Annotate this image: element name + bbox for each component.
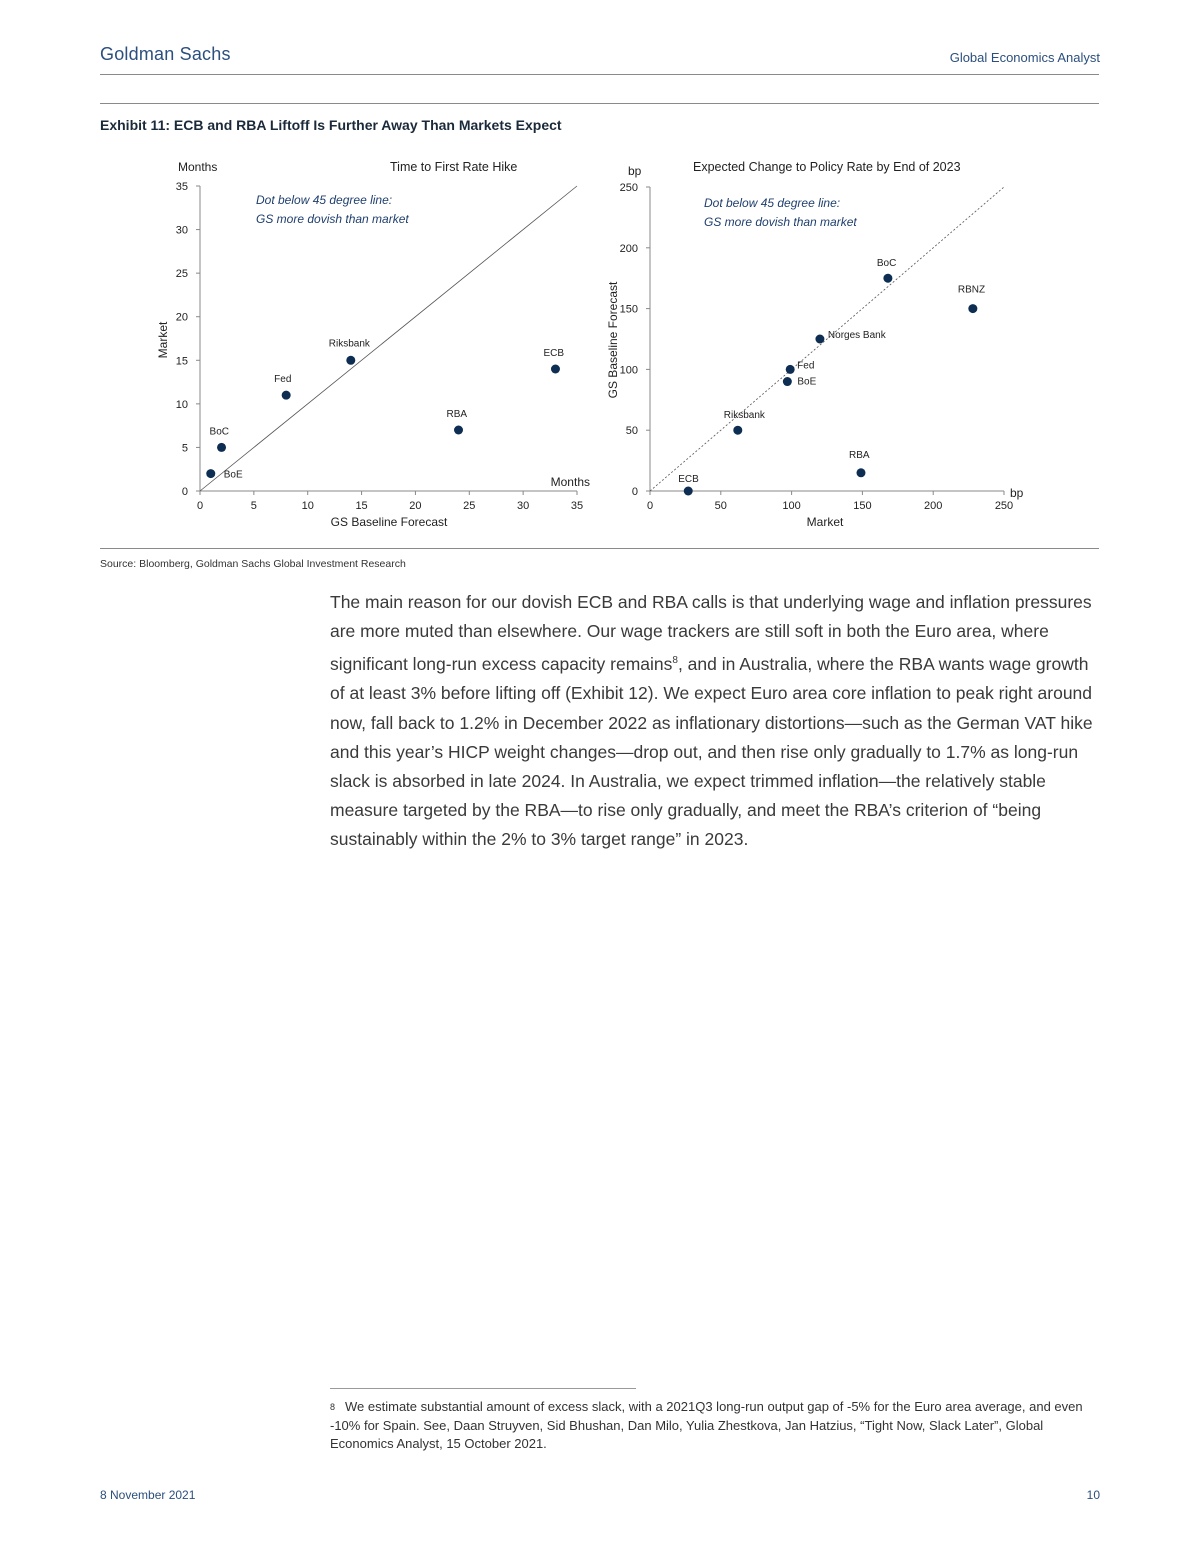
data-point-rba [454,426,463,435]
x-tick-label: 15 [355,500,368,512]
brand-name: Goldman Sachs [100,44,231,64]
data-point-riksbank [346,356,355,365]
x-tick-label: 100 [782,500,801,512]
chart-time-to-first-hike [150,152,600,537]
y-tick-label: 20 [175,311,188,324]
footer-date: 8 November 2021 [100,1488,196,1502]
reference-45-degree-line [200,186,577,491]
footnote [330,1398,1090,1454]
header-rule [100,74,1099,75]
body-text-part-1: The main reason for our dovish ECB and RBA calls is that underlying wage and inflation pressures are more muted than elsewhere. Our wage trackers are still soft in both the Euro area, where significant long-run excess capacity remains [330,592,1092,675]
x-tick-label: 30 [517,500,530,512]
x-axis-label: GS Baseline Forecast [330,515,448,529]
chart-title: Expected Change to Policy Rate by End of 2023 [693,160,961,174]
x-tick-label: 250 [994,500,1014,512]
data-label: RBA [446,409,468,420]
data-label: ECB [543,348,565,359]
data-label: Fed [797,360,815,372]
data-label: Riksbank [328,338,370,350]
x-tick-label: 200 [924,500,943,512]
data-point-boe [783,377,792,386]
y-tick-label: 100 [619,364,638,377]
publication-name: Global Economics Analyst [949,50,1100,65]
source-note: Source: Bloomberg, Goldman Sachs Global Investment Research [100,558,406,570]
body-paragraph [330,588,1100,855]
y-unit-label: Months [178,160,218,174]
y-tick-label: 25 [175,268,188,281]
x-tick-label: 0 [196,500,204,512]
data-label: RBA [848,449,870,461]
data-label: BoE [223,469,243,481]
exhibit-top-rule [100,103,1099,104]
body-text-part-2: , and in Australia, where the RBA wants wage growth of at least 3% before lifting off (Exhibit 12). We expect Euro area core inflation to peak right around now, fall back to 1.2% in December 2022 as inflationary distortions—such as the German VAT hike and this year’s HICP weight changes—drop out, and then rise only gradually to 1.7% as long-run slack is absorbed in late 2024. In Australia, we expect trimmed inflation—the relatively stable measure targeted by the RBA—to rise only gradually, and meet the RBA’s criterion of “being sustainably within the 2% to 3% target range” in 2023. [330,654,1093,850]
y-axis-label: Market [156,321,170,359]
data-point-norges-bank [815,335,824,344]
data-point-ecb [684,487,693,496]
y-tick-label: 0 [181,486,188,498]
x-tick-label: 50 [714,500,727,512]
x-tick-label: 35 [570,500,584,512]
footnote-rule [330,1388,636,1389]
x-unit-label: bp [1010,486,1024,500]
data-label: ECB [678,474,699,485]
data-point-boc [217,443,226,452]
data-label: BoC [876,258,897,270]
y-tick-label: 30 [175,224,188,237]
data-label: Norges Bank [827,330,886,341]
y-tick-label: 250 [619,182,638,194]
footnote-reference[interactable]: 8 [672,655,678,667]
data-label: BoE [797,376,817,388]
annotation-line-1: Dot below 45 degree line: [256,193,393,207]
exhibit-bottom-rule [100,548,1099,549]
x-tick-label: 5 [250,500,257,512]
data-label: Riksbank [723,410,765,422]
x-tick-label: 20 [409,500,422,512]
data-point-boc [883,274,892,283]
x-tick-label: 25 [463,500,476,512]
x-unit-label: Months [550,475,590,489]
y-tick-label: 10 [175,398,188,411]
page-number: 10 [1086,1488,1100,1502]
data-point-rbnz [968,304,977,313]
footnote-number: 8 [330,1402,336,1412]
data-label: Fed [274,374,292,386]
annotation-line-2: GS more dovish than market [704,215,857,229]
y-unit-label: bp [628,164,642,178]
annotation-line-1: Dot below 45 degree line: [704,196,841,210]
data-label: RBNZ [957,284,986,296]
y-tick-label: 0 [631,486,638,498]
data-point-rba [856,468,865,477]
y-tick-label: 15 [175,355,188,368]
data-label: BoC [209,426,229,438]
x-axis-label: Market [806,515,844,529]
y-tick-label: 150 [619,303,638,316]
y-axis-label: GS Baseline Forecast [606,281,620,399]
y-tick-label: 50 [625,425,638,438]
x-tick-label: 0 [646,500,654,512]
data-point-boe [206,469,215,478]
data-point-riksbank [733,426,742,435]
x-tick-label: 150 [853,500,872,512]
y-tick-label: 200 [619,242,638,255]
data-point-fed [282,391,291,400]
data-point-ecb [551,365,560,374]
x-tick-label: 10 [301,500,314,512]
chart-expected-change-policy-rate [600,152,1050,537]
exhibit-title: Exhibit 11: ECB and RBA Liftoff Is Further Away Than Markets Expect [100,117,562,133]
annotation-line-2: GS more dovish than market [256,212,409,226]
chart-title: Time to First Rate Hike [390,160,518,174]
y-tick-label: 35 [175,181,188,193]
footnote-text: We estimate substantial amount of excess slack, with a 2021Q3 long-run output gap of -5% for the Euro area average, and even -10% for Spain. See, Daan Struyven, Sid Bhushan, Dan Milo, Yulia Zhestkova, Jan Hatzius, “Tight Now, Slack Later”, Global Economics Analyst, 15 October 2021. [330,1399,1083,1451]
data-point-fed [786,365,795,374]
y-tick-label: 5 [181,442,188,455]
